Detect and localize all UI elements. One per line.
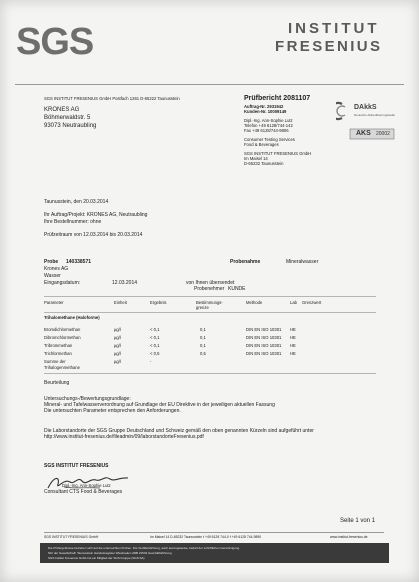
table-section-title: Trihalomethane (Haloforme) <box>44 315 100 320</box>
row-unit: µg/l <box>114 335 121 340</box>
sample-customer: Krones AG <box>44 266 69 272</box>
row-result: < 0,1 <box>150 327 160 332</box>
basis-title: Untersuchungs-/Bewertungsgrundlage: <box>44 396 131 402</box>
lab-locations-text: Die Laborstandorte der SGS Gruppe Deutschland und Schweiz gemäß den oben genannten Kürzeln sind aufgeführt unter <box>44 428 314 434</box>
row-result: < 0,5 <box>150 351 160 356</box>
col-header-limit: Bestimmungs- <box>196 300 223 305</box>
lab-company: SGS INSTITUT FRESENIUS GmbH <box>244 151 312 156</box>
row-unit: µg/l <box>114 351 121 356</box>
test-period: Prüfzeitraum von 12.03.2014 bis 20.03.2014 <box>44 232 143 238</box>
footer-address: Im Maisel 14 D-65232 Taunusstein t +49 6128 744-0 f +49 6128 744-9890 <box>150 535 262 539</box>
row-limit: 0,1 <box>200 327 206 332</box>
row-parameter: Trihalogenmethane <box>44 365 80 370</box>
footer-legal-1: Die Prüfergebnisse beziehen sich auf die untersuchten Proben. Die Veröffentlichung, auch auszugsweise, bedarf der schriftlichen Genehmigung. <box>48 546 241 550</box>
probe-label: Probe <box>44 259 59 265</box>
basis-line-2: Die untersuchten Parameter entsprechen den Anforderungen. <box>44 408 181 414</box>
sender-line: SGS INSTITUT FRESENIUS GmbH Postfach 1261 D-65222 Taunusstein <box>44 96 180 101</box>
col-header-threshold: Grenzwert <box>302 300 322 305</box>
sampling-value: Mineralwasser <box>286 259 319 265</box>
table-header-rule <box>44 312 376 313</box>
sample-taker-value: KUNDE <box>228 286 246 292</box>
basis-line-1: Mineral- und Tafelwasserverordnung auf Grundlage der EU Direktive in der jeweiligen aktuellen Fassung <box>44 402 275 408</box>
fresenius-wordmark: FRESENIUS <box>275 38 383 55</box>
recipient-city: 93073 Neutraubling <box>44 123 97 129</box>
contact-phone: Telefon +49 6128/744-142 <box>244 123 293 128</box>
footer-divider <box>44 532 384 533</box>
contact-person: Dipl.-Ing. Ann-Sophie Lutz <box>244 118 293 123</box>
sample-taker-label: Probenehmer <box>194 286 225 292</box>
sample-matrix: Wasser <box>44 273 61 279</box>
row-result: < 0,1 <box>150 343 160 348</box>
col-header-result: Ergebnis <box>150 300 167 305</box>
department-2: Food & Beverages <box>244 142 279 147</box>
received-label: Eingangsdatum: <box>44 280 81 286</box>
row-parameter: Tribrommethan <box>44 343 73 348</box>
row-limit: 0,1 <box>200 335 206 340</box>
customer-number: Kunden-Nr. 10009149 <box>244 109 287 114</box>
row-method: DIN EN ISO 10301 <box>246 327 282 332</box>
header-divider <box>15 84 404 85</box>
table-bottom-rule <box>44 373 376 374</box>
footer-website[interactable]: www.institut-fresenius.de <box>330 535 368 539</box>
col-header-lab: Lab <box>290 300 297 305</box>
table-top-rule <box>44 296 376 297</box>
row-lab: HE <box>290 343 296 348</box>
row-result: - <box>150 359 152 364</box>
order-number: Auftrag-Nr. 2931942 <box>244 104 284 109</box>
sampling-label: Probenahme <box>230 259 261 265</box>
dakks-subtitle: Deutsche Akkreditierungsstelle <box>354 113 396 117</box>
row-lab: HE <box>290 327 296 332</box>
footer-company: SGS INSTITUT FRESENIUS GmbH <box>44 535 99 539</box>
row-lab: HE <box>290 351 296 356</box>
row-unit: µg/l <box>114 343 121 348</box>
row-parameter: Summe der <box>44 359 66 364</box>
lab-city: D-65232 Taunusstein <box>244 161 284 166</box>
page-number: Seite 1 von 1 <box>340 518 376 524</box>
order-project: Ihr Auftrag/Projekt: KRONES AG, Neutraubling <box>44 212 148 218</box>
col-header-limit-sub: grenze <box>196 305 209 310</box>
row-lab: HE <box>290 335 296 340</box>
row-parameter: Bromdichlormethan <box>44 327 81 332</box>
col-header-parameter: Parameter <box>44 300 64 305</box>
row-limit: 0,1 <box>200 343 206 348</box>
contact-fax: Fax +49 6128/744-9806 <box>244 128 289 133</box>
footer-legal-band <box>40 543 389 563</box>
row-limit: 0,5 <box>200 351 206 356</box>
sgs-logo: SGS <box>16 21 94 63</box>
row-unit: µg/l <box>114 359 121 364</box>
assessment-heading: Beurteilung <box>44 380 70 386</box>
col-header-unit: Einheit <box>114 300 127 305</box>
institut-wordmark: INSTITUT <box>288 20 380 37</box>
row-result: < 0,1 <box>150 335 160 340</box>
dakks-label: DAkkS <box>354 104 377 111</box>
signatory-role: Consultant CTS Food & Beverages <box>44 489 123 495</box>
col-header-method: Methode <box>246 300 263 305</box>
signature-company: SGS INSTITUT FRESENIUS <box>44 463 109 469</box>
department-1: Consumer Testing Services <box>244 137 295 142</box>
row-method: DIN EN ISO 10301 <box>246 343 282 348</box>
signatory-name: Dipl.-Ing. Ann-Sophie Lutz <box>62 483 111 488</box>
probe-number: 140338571 <box>66 259 92 265</box>
lab-locations-url[interactable]: http://www.institut-fresenius.de/fileadmin/09/laborstandorteFresenius.pdf <box>44 434 204 440</box>
lab-street: Im Maisel 14 <box>244 156 268 161</box>
row-method: DIN EN ISO 10301 <box>246 351 282 356</box>
report-title: Prüfbericht 2081107 <box>244 95 311 102</box>
footer-legal-2: Sitz der Gesellschaft: Taunusstein Handelsregister Wiesbaden HRB 21543 Geschäftsführung <box>48 551 172 555</box>
row-method: DIN EN ISO 10301 <box>246 335 282 340</box>
recipient-name: KRONES AG <box>44 107 80 113</box>
recipient-street: Böhmerwaldstr. 5 <box>44 115 91 121</box>
order-reference: Ihre Bestellnummer: ohne <box>44 219 102 225</box>
received-date: 12.03.2014 <box>112 280 138 286</box>
row-parameter: Dibromchlormethan <box>44 335 81 340</box>
place-date: Taunusstein, den 20.03.2014 <box>44 199 109 205</box>
aks-number: 20002 <box>376 131 390 137</box>
accreditation-logos <box>336 100 398 146</box>
sample-submitted: von Ihnen übersendet <box>186 280 235 286</box>
footer-legal-3: SGS Institut Fresenius GmbH ist ein Mitglied der SGS Gruppe (SGS SA) <box>48 556 145 560</box>
row-parameter: Trichlormethan <box>44 351 72 356</box>
row-unit: µg/l <box>114 327 121 332</box>
aks-label: AKS <box>356 130 371 137</box>
